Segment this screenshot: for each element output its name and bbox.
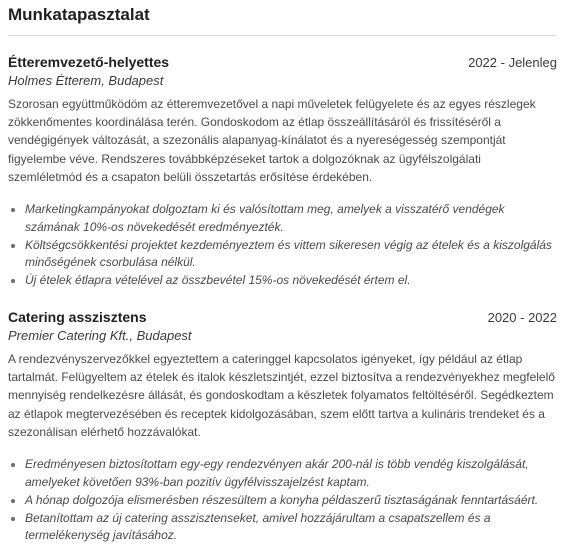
achievement-item — [8, 456, 557, 491]
section-title: Munkatapasztalat — [8, 5, 150, 24]
achievement-item — [8, 492, 557, 510]
job-employer: Holmes Étterem, Budapest — [8, 73, 164, 88]
achievement-list — [8, 456, 557, 545]
achievement-item — [8, 237, 557, 272]
job-dates: 2022 - Jelenleg — [468, 55, 557, 70]
job-employer: Premier Catering Kft., Budapest — [8, 328, 192, 343]
bullet-icon — [11, 517, 15, 521]
achievement-text: Költségcsökkentési projektet kezdeményeztem és vittem sikeresen végig az ételek és a kiszolgálás minőségének csorbulása nélkül. — [25, 237, 552, 270]
job-title: Étteremvezető-helyettes — [8, 54, 170, 70]
job-title: Catering asszisztens — [8, 309, 147, 325]
achievement-text: Eredményesen biztosítottam egy-egy rendezvényen akár 200-nál is több vendég kiszolgálását, amelyeket követően 93%-ban pozitív ügyfélvisszajelzést kaptam. — [25, 457, 529, 489]
bullet-icon — [11, 244, 15, 248]
achievement-item — [8, 201, 557, 236]
achievement-text: Marketingkampányokat dolgoztam ki és valósítottam meg, amelyek a visszatérő vendégek számának 10%-os növekedését eredményezték. — [25, 202, 505, 234]
achievement-text: A hónap dolgozója elismerésben részesültem a konyha példaszerű tisztaságának fenntartásáért. — [25, 492, 539, 507]
achievement-list — [8, 201, 557, 290]
job-header — [8, 308, 557, 326]
job-header — [8, 53, 557, 71]
bullet-icon — [11, 499, 15, 503]
achievement-item — [8, 272, 557, 290]
achievement-text: Betanítottam az új catering asszisztenseket, amivel hozzájárultam a csapatszellem és a termelékenység javításához. — [25, 510, 491, 543]
bullet-icon — [11, 279, 15, 283]
job-description: A rendezvényszervezőkkel egyeztettem a cateringgel kapcsolatos igényeket, így például az étlap tartalmát. Felügyeltem az ételek és italok készletszintjét, ezzel biztosítva a rendezvényekhez megfelelő mennyiség rendelkezésre állását, és gondoskodtam a készletek folyamatos feltöltéséről. Segédkeztem az étlapok megtervezésében és receptek kidolgozásában, szem előtt tartva a kulináris trendeket és a szezonálisan elérhető hozzávalókat. — [8, 352, 555, 439]
achievement-item — [8, 510, 557, 545]
bullet-icon — [11, 463, 15, 467]
bullet-icon — [11, 208, 15, 212]
job-entry-catering-assistant — [8, 308, 557, 545]
job-entry-assistant-manager — [8, 53, 557, 290]
job-dates: 2020 - 2022 — [487, 310, 557, 325]
section-divider — [8, 35, 557, 36]
achievement-text: Új ételek étlapra vételével az összbevétel 15%-os növekedését értem el. — [25, 273, 411, 288]
job-description: Szorosan együttműködöm az étteremvezetővel a napi műveletek felügyelete és az egyes részlegek zökkenőmentes koordinálása terén. Gondoskodom az étlap összeállításáról és frissítéséről a vendégigények változását, a szezonális alapanyag-kínálatot és a nyereségesség szempontját figyelembe véve. Rendszeres továbbképzéseket tartok a dolgozóknak az ügyfélszolgálati szemléletmód és a csapaton belüli összetartás erősítése érdekében. — [8, 97, 536, 184]
